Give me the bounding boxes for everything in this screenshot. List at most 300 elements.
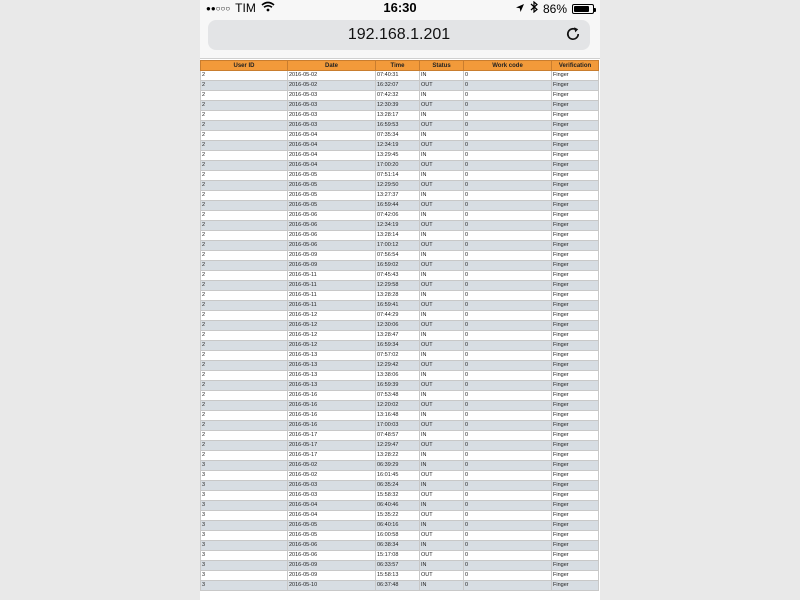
verification-cell: Finger — [552, 81, 599, 91]
user-id-cell: 2 — [201, 111, 288, 121]
status-cell: OUT — [420, 341, 464, 351]
status-cell: IN — [420, 331, 464, 341]
verification-cell: Finger — [552, 321, 599, 331]
verification-cell: Finger — [552, 411, 599, 421]
time-cell: 12:34:19 — [376, 141, 420, 151]
status-cell: OUT — [420, 101, 464, 111]
table-row — [201, 211, 599, 221]
table-row — [201, 451, 599, 461]
table-row — [201, 241, 599, 251]
time-cell: 13:28:17 — [376, 111, 420, 121]
status-cell: IN — [420, 451, 464, 461]
user-id-cell: 2 — [201, 311, 288, 321]
table-row — [201, 321, 599, 331]
status-cell: OUT — [420, 401, 464, 411]
url-text[interactable]: 192.168.1.201 — [347, 26, 451, 43]
status-cell: IN — [420, 351, 464, 361]
time-cell: 07:40:31 — [376, 71, 420, 81]
date-cell: 2016-05-06 — [288, 241, 376, 251]
verification-cell: Finger — [552, 71, 599, 81]
status-cell: OUT — [420, 441, 464, 451]
table-row — [201, 291, 599, 301]
work-code-cell: 0 — [464, 401, 552, 411]
table-row — [201, 421, 599, 431]
work-code-cell: 0 — [464, 121, 552, 131]
time-cell: 07:42:32 — [376, 91, 420, 101]
user-id-cell: 2 — [201, 291, 288, 301]
work-code-cell: 0 — [464, 331, 552, 341]
user-id-cell: 3 — [201, 501, 288, 511]
work-code-cell: 0 — [464, 291, 552, 301]
status-cell: OUT — [420, 141, 464, 151]
date-cell: 2016-05-02 — [288, 71, 376, 81]
work-code-cell: 0 — [464, 151, 552, 161]
table-row — [201, 531, 599, 541]
status-cell: OUT — [420, 381, 464, 391]
time-cell: 15:58:32 — [376, 491, 420, 501]
status-cell: IN — [420, 171, 464, 181]
time-cell: 16:01:45 — [376, 471, 420, 481]
status-cell: IN — [420, 461, 464, 471]
status-cell: IN — [420, 581, 464, 591]
verification-cell: Finger — [552, 191, 599, 201]
verification-cell: Finger — [552, 351, 599, 361]
table-row — [201, 391, 599, 401]
time-cell: 06:35:24 — [376, 481, 420, 491]
verification-cell: Finger — [552, 181, 599, 191]
verification-cell: Finger — [552, 121, 599, 131]
date-cell: 2016-05-05 — [288, 171, 376, 181]
date-cell: 2016-05-02 — [288, 461, 376, 471]
user-id-cell: 3 — [201, 471, 288, 481]
status-cell: IN — [420, 151, 464, 161]
verification-cell: Finger — [552, 311, 599, 321]
status-cell: OUT — [420, 321, 464, 331]
work-code-cell: 0 — [464, 381, 552, 391]
date-cell: 2016-05-11 — [288, 291, 376, 301]
verification-cell: Finger — [552, 461, 599, 471]
status-cell: OUT — [420, 81, 464, 91]
work-code-cell: 0 — [464, 351, 552, 361]
verification-cell: Finger — [552, 241, 599, 251]
status-cell: IN — [420, 271, 464, 281]
user-id-cell: 2 — [201, 431, 288, 441]
date-cell: 2016-05-16 — [288, 411, 376, 421]
verification-cell: Finger — [552, 111, 599, 121]
status-cell: OUT — [420, 261, 464, 271]
user-id-cell: 2 — [201, 201, 288, 211]
verification-cell: Finger — [552, 221, 599, 231]
user-id-cell: 2 — [201, 211, 288, 221]
time-cell: 16:00:58 — [376, 531, 420, 541]
table-row — [201, 171, 599, 181]
work-code-cell: 0 — [464, 531, 552, 541]
user-id-cell: 2 — [201, 101, 288, 111]
table-row — [201, 301, 599, 311]
date-cell: 2016-05-09 — [288, 261, 376, 271]
time-cell: 16:59:39 — [376, 381, 420, 391]
verification-cell: Finger — [552, 91, 599, 101]
time-cell: 16:59:44 — [376, 201, 420, 211]
work-code-cell: 0 — [464, 451, 552, 461]
work-code-cell: 0 — [464, 231, 552, 241]
header-work-code[interactable]: Work code — [464, 61, 552, 71]
table-row — [201, 111, 599, 121]
user-id-cell: 2 — [201, 351, 288, 361]
time-cell: 12:29:47 — [376, 441, 420, 451]
work-code-cell: 0 — [464, 521, 552, 531]
table-row — [201, 371, 599, 381]
user-id-cell: 2 — [201, 261, 288, 271]
work-code-cell: 0 — [464, 171, 552, 181]
table-row — [201, 91, 599, 101]
date-cell: 2016-05-03 — [288, 111, 376, 121]
date-cell: 2016-05-11 — [288, 271, 376, 281]
status-cell: OUT — [420, 161, 464, 171]
table-row — [201, 541, 599, 551]
time-cell: 07:44:29 — [376, 311, 420, 321]
work-code-cell: 0 — [464, 551, 552, 561]
table-row — [201, 481, 599, 491]
user-id-cell: 3 — [201, 571, 288, 581]
time-cell: 12:30:39 — [376, 101, 420, 111]
verification-cell: Finger — [552, 171, 599, 181]
table-row — [201, 341, 599, 351]
user-id-cell: 3 — [201, 551, 288, 561]
verification-cell: Finger — [552, 421, 599, 431]
table-row — [201, 121, 599, 131]
date-cell: 2016-05-02 — [288, 81, 376, 91]
verification-cell: Finger — [552, 131, 599, 141]
table-row — [201, 131, 599, 141]
date-cell: 2016-05-16 — [288, 401, 376, 411]
verification-cell: Finger — [552, 331, 599, 341]
date-cell: 2016-05-13 — [288, 381, 376, 391]
user-id-cell: 2 — [201, 411, 288, 421]
date-cell: 2016-05-17 — [288, 451, 376, 461]
verification-cell: Finger — [552, 501, 599, 511]
verification-cell: Finger — [552, 581, 599, 591]
verification-cell: Finger — [552, 571, 599, 581]
date-cell: 2016-05-10 — [288, 581, 376, 591]
user-id-cell: 2 — [201, 131, 288, 141]
table-row — [201, 231, 599, 241]
time-cell: 13:28:28 — [376, 291, 420, 301]
work-code-cell: 0 — [464, 541, 552, 551]
date-cell: 2016-05-03 — [288, 101, 376, 111]
status-cell: IN — [420, 391, 464, 401]
time-cell: 13:28:22 — [376, 451, 420, 461]
table-row — [201, 551, 599, 561]
time-cell: 13:29:45 — [376, 151, 420, 161]
time-cell: 07:53:48 — [376, 391, 420, 401]
time-cell: 06:40:46 — [376, 501, 420, 511]
time-cell: 16:59:53 — [376, 121, 420, 131]
time-cell: 07:35:34 — [376, 131, 420, 141]
work-code-cell: 0 — [464, 271, 552, 281]
time-cell: 15:35:22 — [376, 511, 420, 521]
table-row — [201, 71, 599, 81]
verification-cell: Finger — [552, 471, 599, 481]
table-row — [201, 411, 599, 421]
date-cell: 2016-05-03 — [288, 491, 376, 501]
status-cell: IN — [420, 191, 464, 201]
date-cell: 2016-05-06 — [288, 221, 376, 231]
date-cell: 2016-05-04 — [288, 131, 376, 141]
work-code-cell: 0 — [464, 561, 552, 571]
verification-cell: Finger — [552, 361, 599, 371]
time-cell: 16:59:02 — [376, 261, 420, 271]
table-row — [201, 491, 599, 501]
user-id-cell: 2 — [201, 301, 288, 311]
work-code-cell: 0 — [464, 191, 552, 201]
user-id-cell: 2 — [201, 281, 288, 291]
work-code-cell: 0 — [464, 471, 552, 481]
table-row — [201, 161, 599, 171]
time-cell: 07:51:14 — [376, 171, 420, 181]
work-code-cell: 0 — [464, 461, 552, 471]
verification-cell: Finger — [552, 551, 599, 561]
table-row — [201, 261, 599, 271]
time-cell: 06:40:16 — [376, 521, 420, 531]
table-row — [201, 431, 599, 441]
status-cell: IN — [420, 251, 464, 261]
status-cell: OUT — [420, 241, 464, 251]
table-row — [201, 151, 599, 161]
status-cell: OUT — [420, 301, 464, 311]
date-cell: 2016-05-03 — [288, 121, 376, 131]
work-code-cell: 0 — [464, 571, 552, 581]
date-cell: 2016-05-12 — [288, 311, 376, 321]
user-id-cell: 2 — [201, 231, 288, 241]
carrier-label: TIM — [235, 1, 256, 15]
verification-cell: Finger — [552, 291, 599, 301]
time-cell: 13:28:47 — [376, 331, 420, 341]
status-cell: OUT — [420, 361, 464, 371]
table-row — [201, 441, 599, 451]
table-row — [201, 351, 599, 361]
reload-icon[interactable] — [564, 25, 582, 43]
work-code-cell: 0 — [464, 161, 552, 171]
status-cell: OUT — [420, 421, 464, 431]
date-cell: 2016-05-06 — [288, 231, 376, 241]
status-cell: OUT — [420, 221, 464, 231]
verification-cell: Finger — [552, 271, 599, 281]
time-cell: 15:58:13 — [376, 571, 420, 581]
status-cell: IN — [420, 311, 464, 321]
verification-cell: Finger — [552, 451, 599, 461]
header-user-id[interactable]: User ID — [201, 61, 288, 71]
date-cell: 2016-05-05 — [288, 181, 376, 191]
work-code-cell: 0 — [464, 431, 552, 441]
date-cell: 2016-05-11 — [288, 281, 376, 291]
user-id-cell: 3 — [201, 491, 288, 501]
user-id-cell: 2 — [201, 451, 288, 461]
user-id-cell: 2 — [201, 71, 288, 81]
date-cell: 2016-05-16 — [288, 421, 376, 431]
status-time: 16:30 — [383, 0, 417, 15]
table-row — [201, 251, 599, 261]
time-cell: 07:56:54 — [376, 251, 420, 261]
signal-strength-icon: ●●○○○ — [206, 3, 231, 13]
user-id-cell: 2 — [201, 121, 288, 131]
status-cell: IN — [420, 71, 464, 81]
time-cell: 13:38:06 — [376, 371, 420, 381]
header-status[interactable]: Status — [420, 61, 464, 71]
user-id-cell: 2 — [201, 401, 288, 411]
work-code-cell: 0 — [464, 201, 552, 211]
user-id-cell: 2 — [201, 371, 288, 381]
table-row — [201, 501, 599, 511]
user-id-cell: 2 — [201, 381, 288, 391]
time-cell: 12:34:19 — [376, 221, 420, 231]
verification-cell: Finger — [552, 521, 599, 531]
date-cell: 2016-05-02 — [288, 471, 376, 481]
attendance-table-container[interactable] — [200, 60, 600, 591]
date-cell: 2016-05-05 — [288, 531, 376, 541]
date-cell: 2016-05-04 — [288, 511, 376, 521]
verification-cell: Finger — [552, 371, 599, 381]
time-cell: 17:00:03 — [376, 421, 420, 431]
status-cell: OUT — [420, 181, 464, 191]
verification-cell: Finger — [552, 381, 599, 391]
work-code-cell: 0 — [464, 261, 552, 271]
table-row — [201, 221, 599, 231]
time-cell: 13:16:48 — [376, 411, 420, 421]
verification-cell: Finger — [552, 561, 599, 571]
verification-cell: Finger — [552, 201, 599, 211]
address-bar[interactable] — [208, 20, 590, 50]
time-cell: 16:32:07 — [376, 81, 420, 91]
time-cell: 12:29:50 — [376, 181, 420, 191]
user-id-cell: 3 — [201, 521, 288, 531]
user-id-cell: 3 — [201, 481, 288, 491]
table-row — [201, 361, 599, 371]
date-cell: 2016-05-17 — [288, 431, 376, 441]
user-id-cell: 3 — [201, 511, 288, 521]
verification-cell: Finger — [552, 251, 599, 261]
header-verification[interactable]: Verification — [552, 61, 599, 71]
user-id-cell: 3 — [201, 561, 288, 571]
header-date[interactable]: Date — [288, 61, 376, 71]
verification-cell: Finger — [552, 391, 599, 401]
verification-cell: Finger — [552, 261, 599, 271]
verification-cell: Finger — [552, 491, 599, 501]
status-cell: OUT — [420, 551, 464, 561]
user-id-cell: 3 — [201, 531, 288, 541]
work-code-cell: 0 — [464, 71, 552, 81]
table-row — [201, 101, 599, 111]
status-cell: OUT — [420, 281, 464, 291]
work-code-cell: 0 — [464, 251, 552, 261]
date-cell: 2016-05-05 — [288, 201, 376, 211]
time-cell: 12:20:02 — [376, 401, 420, 411]
status-cell: IN — [420, 371, 464, 381]
table-row — [201, 81, 599, 91]
time-cell: 13:27:37 — [376, 191, 420, 201]
table-row — [201, 511, 599, 521]
table-header-row — [201, 61, 599, 71]
time-cell: 16:59:41 — [376, 301, 420, 311]
work-code-cell: 0 — [464, 91, 552, 101]
status-cell: IN — [420, 411, 464, 421]
user-id-cell: 2 — [201, 181, 288, 191]
status-bar — [200, 0, 600, 16]
work-code-cell: 0 — [464, 581, 552, 591]
user-id-cell: 2 — [201, 341, 288, 351]
status-cell: IN — [420, 561, 464, 571]
date-cell: 2016-05-09 — [288, 571, 376, 581]
verification-cell: Finger — [552, 541, 599, 551]
user-id-cell: 2 — [201, 151, 288, 161]
verification-cell: Finger — [552, 341, 599, 351]
time-cell: 17:00:12 — [376, 241, 420, 251]
time-cell: 06:33:57 — [376, 561, 420, 571]
location-arrow-icon — [515, 2, 525, 16]
time-cell: 12:29:42 — [376, 361, 420, 371]
date-cell: 2016-05-06 — [288, 541, 376, 551]
status-cell: IN — [420, 91, 464, 101]
user-id-cell: 2 — [201, 171, 288, 181]
date-cell: 2016-05-12 — [288, 331, 376, 341]
table-row — [201, 201, 599, 211]
date-cell: 2016-05-04 — [288, 161, 376, 171]
work-code-cell: 0 — [464, 221, 552, 231]
work-code-cell: 0 — [464, 441, 552, 451]
time-cell: 07:48:57 — [376, 431, 420, 441]
verification-cell: Finger — [552, 301, 599, 311]
attendance-table — [200, 60, 599, 591]
table-row — [201, 271, 599, 281]
verification-cell: Finger — [552, 211, 599, 221]
table-row — [201, 311, 599, 321]
date-cell: 2016-05-04 — [288, 141, 376, 151]
time-cell: 07:45:43 — [376, 271, 420, 281]
time-cell: 12:29:58 — [376, 281, 420, 291]
work-code-cell: 0 — [464, 281, 552, 291]
work-code-cell: 0 — [464, 421, 552, 431]
work-code-cell: 0 — [464, 131, 552, 141]
user-id-cell: 2 — [201, 331, 288, 341]
work-code-cell: 0 — [464, 491, 552, 501]
table-row — [201, 471, 599, 481]
date-cell: 2016-05-09 — [288, 561, 376, 571]
time-cell: 13:28:14 — [376, 231, 420, 241]
table-row — [201, 381, 599, 391]
work-code-cell: 0 — [464, 181, 552, 191]
date-cell: 2016-05-03 — [288, 481, 376, 491]
battery-percent: 86% — [542, 1, 567, 16]
header-time[interactable]: Time — [376, 61, 420, 71]
status-cell: OUT — [420, 511, 464, 521]
date-cell: 2016-05-13 — [288, 371, 376, 381]
status-cell: IN — [420, 541, 464, 551]
user-id-cell: 2 — [201, 391, 288, 401]
date-cell: 2016-05-17 — [288, 441, 376, 451]
status-cell: IN — [420, 111, 464, 121]
table-body — [201, 71, 599, 591]
date-cell: 2016-05-04 — [288, 501, 376, 511]
work-code-cell: 0 — [464, 361, 552, 371]
time-cell: 12:30:06 — [376, 321, 420, 331]
status-cell: OUT — [420, 571, 464, 581]
table-row — [201, 281, 599, 291]
verification-cell: Finger — [552, 101, 599, 111]
status-cell: OUT — [420, 531, 464, 541]
status-cell: IN — [420, 211, 464, 221]
date-cell: 2016-05-09 — [288, 251, 376, 261]
table-row — [201, 561, 599, 571]
